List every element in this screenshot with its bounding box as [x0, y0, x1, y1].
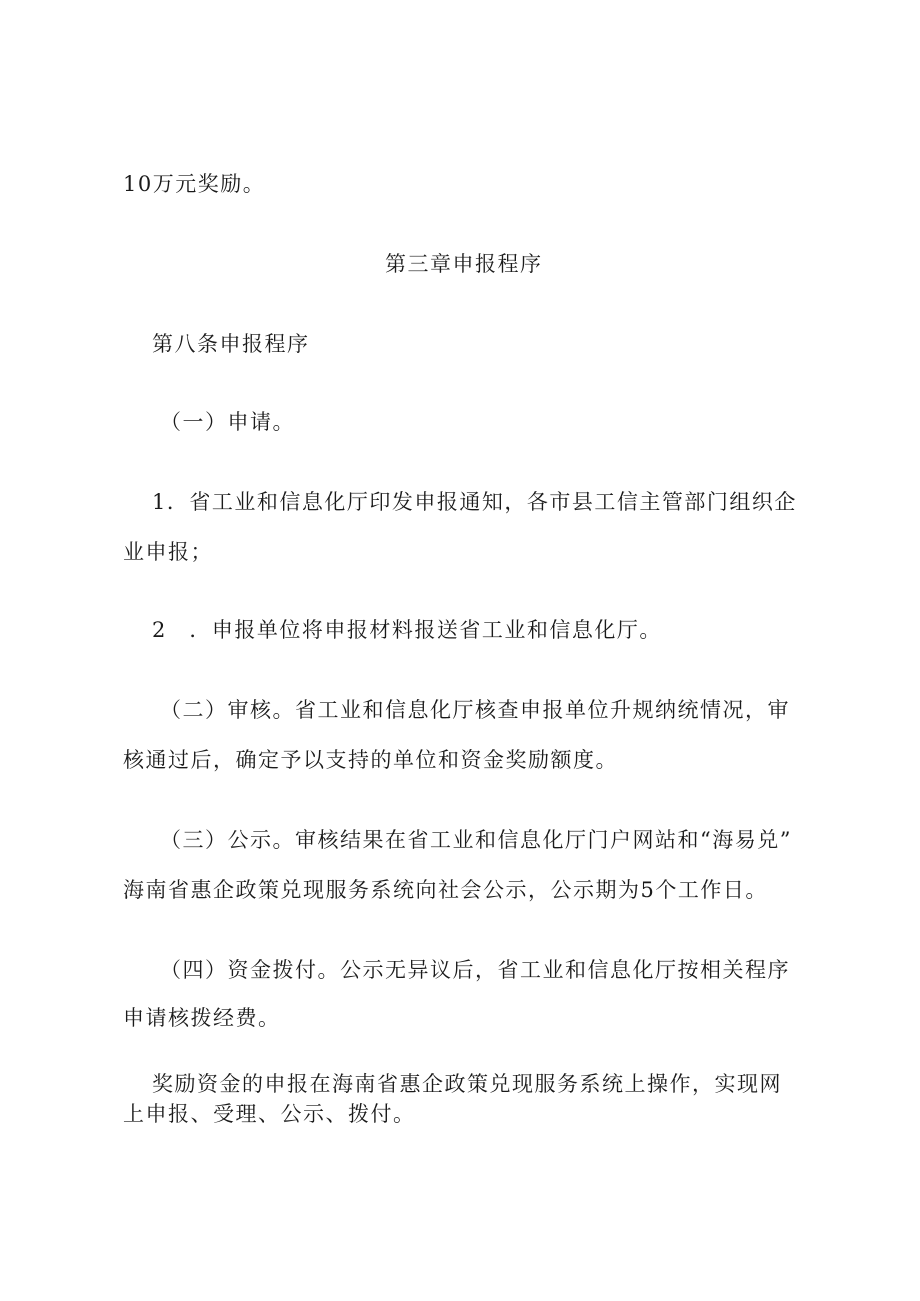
item2-line2: 核通过后，确定予以支持的单位和资金奖励额度。	[123, 748, 618, 772]
chapter-title: 第三章申报程序	[385, 252, 543, 276]
item1-title: （一）申请。	[160, 410, 295, 434]
item3-line1: （三）公示。审核结果在省工业和信息化厅门户网站和“海易兑”	[160, 828, 792, 852]
item3-line2: 海南省惠企政策兑现服务系统向社会公示，公示期为5个工作日。	[123, 878, 768, 902]
article-title: 第八条申报程序	[152, 332, 310, 356]
item4-line1: （四）资金拨付。公示无异议后，省工业和信息化厅按相关程序	[160, 958, 790, 982]
item2-line1: （二）审核。省工业和信息化厅核查申报单位升规纳统情况，审	[160, 698, 790, 722]
closing-line1: 奖励资金的申报在海南省惠企政策兑现服务系统上操作，实现网	[152, 1072, 782, 1096]
item1-sub2: 2 ．申报单位将申报材料报送省工业和信息化厅。	[152, 618, 662, 642]
continuation-text: 10万元奖励。	[123, 172, 266, 196]
item1-sub1-line1: 1．省工业和信息化厅印发申报通知，各市县工信主管部门组织企	[152, 490, 797, 514]
item1-sub1-line2: 业申报；	[123, 540, 213, 564]
closing-line2: 上申报、受理、公示、拨付。	[123, 1102, 416, 1126]
item4-line2: 申请核拨经费。	[123, 1006, 281, 1030]
